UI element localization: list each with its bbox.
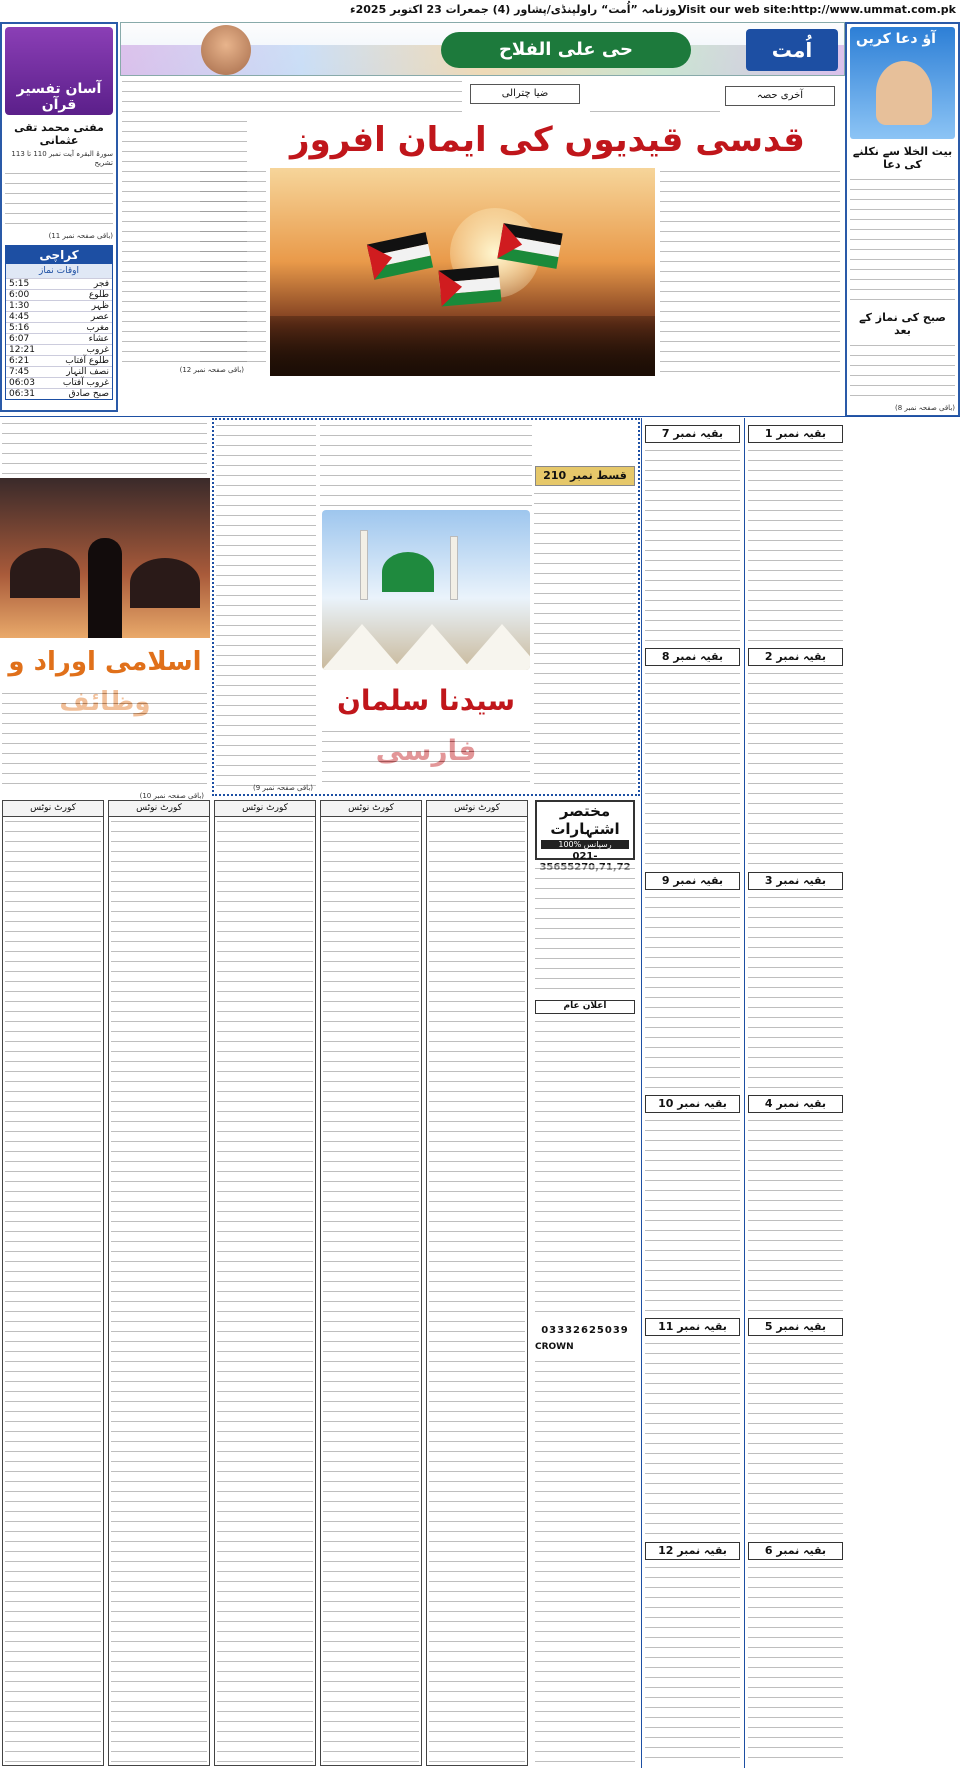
prayer-name: طلوع [88, 290, 109, 300]
top-line [0, 0, 960, 22]
prayer-name: فجر [93, 279, 109, 289]
prayer-time: 5:15 [9, 279, 30, 289]
ads-list-2 [535, 1018, 635, 1318]
court-notice-text [111, 818, 207, 1765]
baqiya-text [645, 1117, 740, 1312]
umbrella-shape [462, 624, 530, 670]
dome-shape [10, 548, 80, 598]
prayer-name: ظہر [91, 301, 109, 311]
wazaif-top-text [2, 420, 207, 475]
author-name: مفتی محمد تقی عثمانی [14, 121, 104, 147]
mosque-prayer-photo [0, 478, 210, 638]
dua-subhead-1: بیت الخلا سے نکلنے کی دعا [852, 145, 953, 171]
prayer-time: 5:16 [9, 323, 30, 333]
minaret-shape [360, 530, 368, 600]
court-notice-column [214, 800, 316, 1766]
court-notice-column [426, 800, 528, 1766]
court-notice-column [320, 800, 422, 1766]
baqiya-heading: بقیہ نمبر 3 [748, 872, 843, 890]
story-continued: (باقی صفحہ نمبر 12) [179, 366, 244, 374]
ads-phone[interactable]: 021- [572, 851, 598, 862]
minaret-shape [450, 536, 458, 600]
baqiya-text [748, 670, 843, 865]
prayer-name: عشاء [88, 334, 109, 344]
baqiya-heading: بقیہ نمبر 2 [748, 648, 843, 666]
masjid-nabawi-photo [322, 510, 530, 670]
episode-badge: قسط نمبر 210 [535, 466, 635, 486]
story-column-2 [200, 168, 266, 368]
salman-text [322, 728, 530, 788]
tafseer-continued: (باقی صفحہ نمبر 11) [48, 232, 113, 240]
classified-ads-box [535, 800, 635, 860]
prayer-time: 06:31 [9, 389, 35, 399]
wazaif-text [2, 690, 207, 790]
prayer-time: 12:21 [9, 345, 35, 355]
prayer-row [6, 355, 112, 366]
green-dome-icon [382, 552, 434, 592]
crown-ad-label: CROWN [535, 1342, 574, 1352]
divider [641, 418, 642, 1768]
baqiya-heading: بقیہ نمبر 8 [645, 648, 740, 666]
court-notice-text [323, 818, 419, 1765]
dua-subhead-2: صبح کی نماز کے بعد [859, 311, 946, 337]
prayer-row [6, 278, 112, 289]
masthead [120, 22, 845, 76]
prayer-name: غروب [86, 345, 109, 355]
salman-continued: (باقی صفحہ نمبر 9) [253, 784, 313, 792]
baqiya-heading: بقیہ نمبر 6 [748, 1542, 843, 1560]
muezzin-illustration [201, 25, 251, 75]
court-notice-heading: کورٹ نوٹس [109, 801, 209, 817]
prayer-time: 1:30 [9, 301, 30, 311]
court-notice-heading: کورٹ نوٹس [3, 801, 103, 817]
court-notice-text [429, 818, 525, 1765]
prayer-time: 4:45 [9, 312, 30, 322]
baqiya-heading: بقیہ نمبر 11 [645, 1318, 740, 1336]
prayer-label: اوقات نماز [6, 264, 112, 278]
story-part-tag: آخری حصہ [725, 86, 835, 106]
baqiya-heading: بقیہ نمبر 12 [645, 1542, 740, 1560]
baqiya-heading: بقیہ نمبر 1 [748, 425, 843, 443]
city-name: کراچی [6, 246, 112, 264]
website-link[interactable]: Visit our web site:http://www.ummat.com.pk [677, 3, 956, 16]
prayer-time: 6:07 [9, 334, 30, 344]
prayer-name: صبح صادق [68, 389, 109, 399]
baqiya-heading: بقیہ نمبر 7 [645, 425, 740, 443]
tafseer-text [5, 170, 113, 230]
crowd-silhouette [270, 316, 655, 376]
prayer-row [6, 322, 112, 333]
court-notice-column [108, 800, 210, 1766]
palestine-flag-icon [367, 232, 433, 280]
right-panel [845, 22, 960, 417]
umbrella-shape [322, 624, 402, 670]
prayer-row [6, 333, 112, 344]
ads-subtitle: 100% رسپانس [541, 840, 629, 849]
prayer-name: مغرب [86, 323, 109, 333]
court-notice-heading: کورٹ نوٹس [427, 801, 527, 817]
baqiya-heading: بقیہ نمبر 10 [645, 1095, 740, 1113]
prayer-row [6, 377, 112, 388]
ads-list-1 [535, 865, 635, 995]
prayer-rows [6, 278, 112, 399]
prayer-name: نصف النہار [66, 367, 109, 377]
court-notice-text [217, 818, 313, 1765]
edition-line: روزنامہ ”اُمت“ راولپنڈی/پشاور (4) جمعرات 23 اکتوبر 2025ء [350, 3, 683, 16]
prayer-time: 6:00 [9, 290, 30, 300]
umbrella-shape [392, 624, 472, 670]
salman-col-2 [320, 422, 532, 506]
quran-tafseer-title: آسان تفسیر قرآن [5, 27, 113, 115]
ummat-logo[interactable]: اُمت [746, 29, 838, 71]
wazaif-title: اسلامی اوراد و [8, 647, 202, 677]
prayer-row [6, 289, 112, 300]
main-headline: قدسی قیدیوں کی ایمان افروز [290, 120, 805, 160]
court-notice-heading: کورٹ نوٹس [215, 801, 315, 817]
baqiya-text [748, 1117, 843, 1312]
ads-title: مختصر اشتہارات [550, 802, 620, 838]
salman-col-1 [216, 422, 316, 787]
prayer-times-box [5, 245, 113, 400]
baqiya-text [645, 894, 740, 1089]
baqiya-text [645, 447, 740, 642]
prayer-name: غروب آفتاب [62, 378, 109, 388]
divider [744, 418, 745, 1768]
salman-title: سیدنا سلمان [336, 684, 516, 717]
dome-shape [130, 558, 200, 608]
divider [0, 416, 960, 417]
dua-text-1 [850, 176, 955, 306]
story-column-3 [660, 168, 840, 373]
baqiya-text [748, 1340, 843, 1535]
story-intro-text-2 [590, 108, 720, 116]
story-byline: ضیا چترالی [470, 84, 580, 104]
court-notice-column [2, 800, 104, 1766]
prayer-row [6, 311, 112, 322]
baqiya-text [645, 1340, 740, 1535]
slogan: حی علی الفلاح [441, 32, 691, 68]
surah-reference: سورۃ البقرہ آیت نمبر 110 تا 113 تشریح [11, 150, 113, 167]
prayer-row [6, 388, 112, 399]
baqiya-heading: بقیہ نمبر 4 [748, 1095, 843, 1113]
prayer-row [6, 366, 112, 377]
praying-man-silhouette [88, 538, 122, 638]
ads-list-3 [535, 1358, 635, 1766]
baqiya-heading: بقیہ نمبر 5 [748, 1318, 843, 1336]
palestine-protest-photo [270, 168, 655, 376]
prayer-row [6, 300, 112, 311]
baqiya-text [645, 1564, 740, 1759]
announcement-label: اعلان عام [535, 1000, 635, 1014]
wazaif-continued: (باقی صفحہ نمبر 10) [139, 792, 204, 800]
dua-image [850, 27, 955, 139]
ad-phone-number[interactable]: 03332625039 [541, 1325, 629, 1336]
baqiya-text [645, 670, 740, 865]
prayer-name: طلوع آفتاب [65, 356, 109, 366]
prayer-time: 06:03 [9, 378, 35, 388]
praying-hands-icon [876, 61, 932, 125]
prayer-time: 7:45 [9, 367, 30, 377]
salman-col-3 [534, 490, 636, 790]
story-intro-text [122, 78, 462, 114]
dua-continued: (باقی صفحہ نمبر 8) [895, 404, 955, 412]
dua-title: آؤ دعا کریں [856, 31, 936, 47]
court-notice-text [5, 818, 101, 1765]
dua-text-2 [850, 342, 955, 402]
baqiya-text [748, 1564, 843, 1759]
baqiya-heading: بقیہ نمبر 9 [645, 872, 740, 890]
left-panel [0, 22, 118, 412]
baqiya-text [748, 894, 843, 1089]
prayer-time: 6:21 [9, 356, 30, 366]
palestine-flag-icon [439, 265, 502, 306]
prayer-row [6, 344, 112, 355]
court-notice-heading: کورٹ نوٹس [321, 801, 421, 817]
prayer-name: عصر [90, 312, 109, 322]
baqiya-text [748, 447, 843, 642]
